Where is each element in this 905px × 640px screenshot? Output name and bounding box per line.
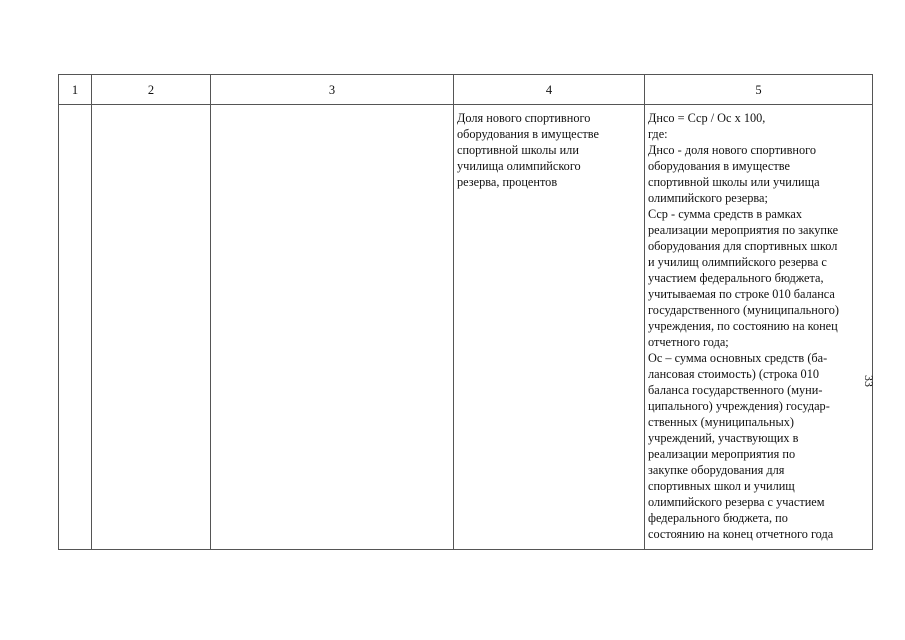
indicator-name-text <box>454 105 644 190</box>
indicator-name-line: Доля нового спортивного <box>457 111 591 125</box>
formula-line: спортивных школ и училищ <box>648 479 795 493</box>
formula-line: состоянию на конец отчетного года <box>648 527 834 541</box>
column-header-3: 3 <box>211 75 454 105</box>
formula-line: государственного (муниципального) <box>648 303 839 317</box>
formula-line: олимпийского резерва с участием <box>648 495 825 509</box>
formula-line: ственных (муниципальных) <box>648 415 794 429</box>
formula-line: баланса государственного (муни- <box>648 383 823 397</box>
formula-line: участием федерального бюджета, <box>648 271 824 285</box>
cell-col3-text <box>211 105 453 110</box>
indicator-name-line: училища олимпийского <box>457 159 581 173</box>
cell-indicator-name <box>454 105 645 550</box>
formula-line: учитываемая по строке 010 баланса <box>648 287 835 301</box>
column-header-5: 5 <box>645 75 873 105</box>
formula-line: Сср - сумма средств в рамках <box>648 207 803 221</box>
formula-line: учреждений, участвующих в <box>648 431 799 445</box>
formula-line: реализации мероприятия по закупке <box>648 223 839 237</box>
formula-line: ципального) учреждения) государ- <box>648 399 830 413</box>
cell-col2-text <box>92 105 210 110</box>
column-header-1: 1 <box>59 75 92 105</box>
formula-line: оборудования в имуществе <box>648 159 790 173</box>
formula-line: Ос – сумма основных средств (ба- <box>648 351 828 365</box>
cell-col3 <box>211 105 454 550</box>
indicator-name-line: спортивной школы или <box>457 143 579 157</box>
cell-formula <box>645 105 873 550</box>
formula-line: федерального бюджета, по <box>648 511 788 525</box>
formula-line: где: <box>648 127 668 141</box>
indicator-name-line: оборудования в имуществе <box>457 127 599 141</box>
formula-line: закупке оборудования для <box>648 463 785 477</box>
formula-line: реализации мероприятия по <box>648 447 796 461</box>
column-header-4: 4 <box>454 75 645 105</box>
formula-line: отчетного года; <box>648 335 729 349</box>
cell-col2 <box>92 105 211 550</box>
formula-line: Днсо = Сср / Ос х 100, <box>648 111 766 125</box>
formula-line: спортивной школы или училища <box>648 175 820 189</box>
header-row <box>59 75 873 105</box>
formula-line: лансовая стоимость) (строка 010 <box>648 367 819 381</box>
formula-line: учреждения, по состоянию на конец <box>648 319 838 333</box>
page-number: 33 <box>862 375 876 387</box>
indicator-name-line: резерва, процентов <box>457 175 558 189</box>
formula-line: оборудования для спортивных школ <box>648 239 838 253</box>
cell-col1 <box>59 105 92 550</box>
formula-line: олимпийского резерва; <box>648 191 768 205</box>
formula-line: Днсо - доля нового спортивного <box>648 143 817 157</box>
cell-col1-text <box>59 105 91 110</box>
formula-line: и училищ олимпийского резерва с <box>648 255 827 269</box>
formula-text <box>645 105 872 542</box>
column-header-2: 2 <box>92 75 211 105</box>
table-row <box>59 105 873 550</box>
indicator-table <box>58 74 873 550</box>
